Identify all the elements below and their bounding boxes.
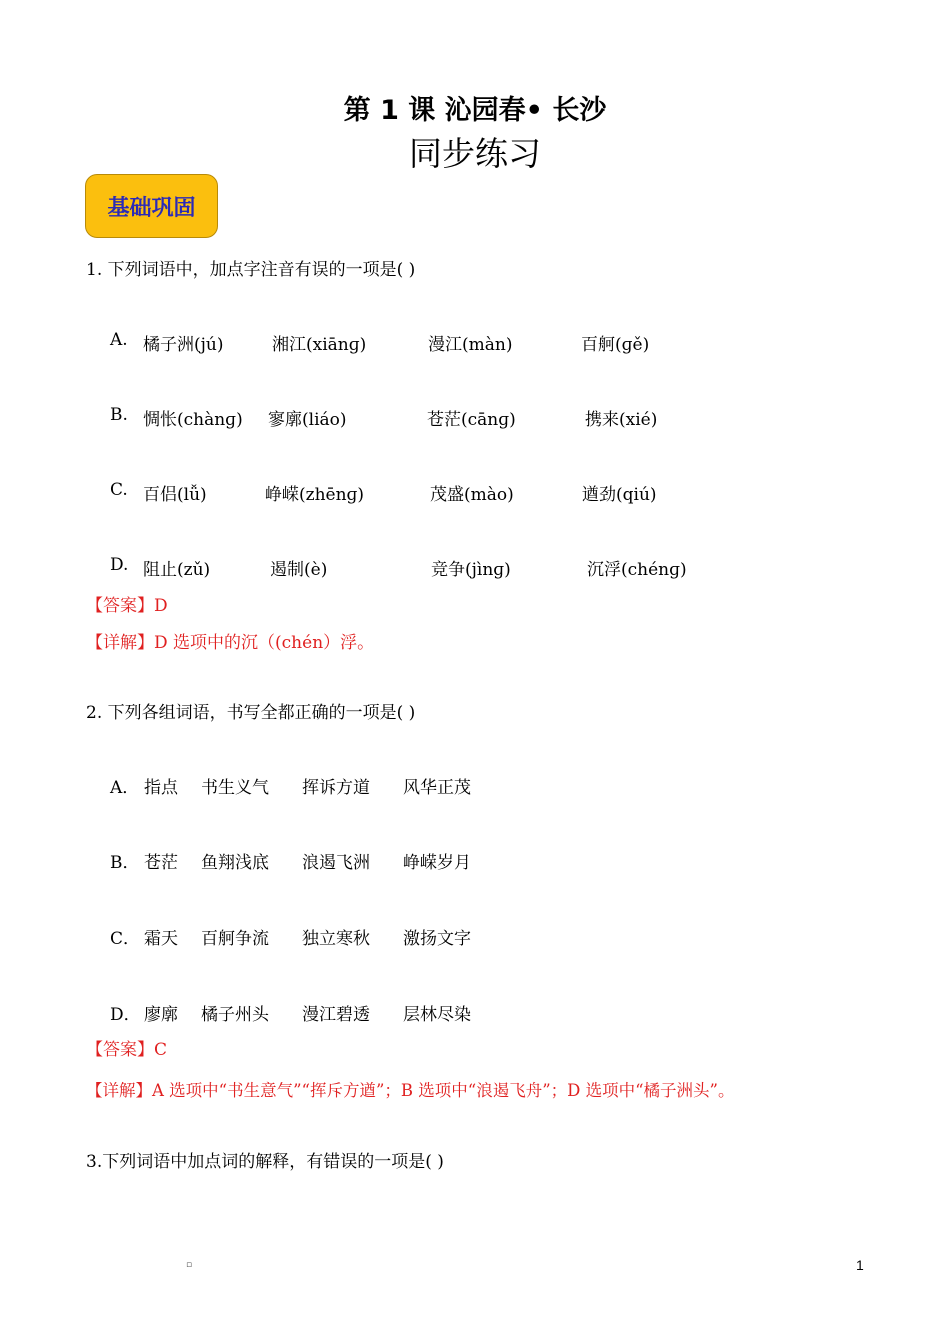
option-item: 廖廓	[144, 1005, 178, 1025]
option-item: 风华正茂	[403, 778, 471, 798]
option-item: 挥诉方道	[302, 778, 370, 798]
question-2-stem: 2. 下列各组词语，书写全都正确的一项是( )	[86, 703, 416, 723]
option-label: B.	[110, 405, 128, 425]
option-item: 百舸争流	[201, 929, 269, 949]
option-label: D．	[110, 1005, 141, 1025]
option-item: 遒劲(qiú)	[582, 485, 657, 505]
option-item: 峥嵘(zhēnɡ)	[265, 485, 365, 505]
question-1-answer: 【答案】D	[86, 596, 168, 616]
option-item: 鱼翔浅底	[201, 853, 269, 873]
option-item: 漫江碧透	[302, 1005, 370, 1025]
option-item: 携来(xié)	[585, 410, 658, 430]
option-label: A.	[110, 330, 128, 350]
option-item: 独立寒秋	[302, 929, 370, 949]
option-label: B．	[110, 853, 140, 873]
question-1-stem: 1. 下列词语中，加点字注音有误的一项是( )	[86, 260, 416, 280]
option-item: 竞争(jìnɡ)	[431, 560, 511, 580]
option-item: 书生义气	[201, 778, 269, 798]
footer-mark: ▫	[186, 1260, 193, 1270]
option-item: 茂盛(mào)	[430, 485, 514, 505]
option-label: D.	[110, 555, 129, 575]
option-item: 百舸(ɡě)	[581, 335, 650, 355]
option-label: C．	[110, 929, 141, 949]
option-label: A．	[110, 778, 140, 798]
option-item: 霜天	[144, 929, 178, 949]
option-item: 阻止(zǔ)	[143, 560, 211, 580]
section-badge: 基础巩固	[85, 174, 218, 238]
option-item: 沉浮(chénɡ)	[587, 560, 687, 580]
option-item: 苍茫(cānɡ)	[427, 410, 516, 430]
option-label: C.	[110, 480, 128, 500]
option-item: 橘子州头	[201, 1005, 269, 1025]
page-subtitle: 同步练习	[409, 134, 541, 173]
option-item: 惆怅(chànɡ)	[143, 410, 243, 430]
option-item: 百侣(lǚ)	[143, 485, 207, 505]
lesson-title: 第 1 课 沁园春• 长沙	[343, 95, 607, 126]
option-item: 激扬文字	[403, 929, 471, 949]
option-item: 层林尽染	[403, 1005, 471, 1025]
question-2-answer: 【答案】C	[86, 1040, 168, 1060]
option-item: 寥廓(liáo)	[268, 410, 347, 430]
option-item: 浪遏飞洲	[302, 853, 370, 873]
option-item: 湘江(xiānɡ)	[272, 335, 367, 355]
option-item: 漫江(màn)	[428, 335, 513, 355]
option-item: 峥嵘岁月	[403, 853, 471, 873]
option-item: 橘子洲(jú)	[143, 335, 224, 355]
question-2-explanation: 【详解】A 选项中“书生意气”“挥斥方遒”；B 选项中“浪遏飞舟”；D 选项中“橘子洲头”。	[86, 1081, 735, 1100]
option-item: 遏制(è)	[270, 560, 328, 580]
question-1-explanation: 【详解】D 选项中的沉（(chén）浮。	[86, 633, 375, 653]
option-item: 指点	[144, 778, 178, 798]
question-3-stem: 3.下列词语中加点词的解释，有错误的一项是( )	[86, 1152, 444, 1172]
option-item: 苍茫	[144, 853, 178, 873]
page-number: 1	[856, 1257, 864, 1273]
